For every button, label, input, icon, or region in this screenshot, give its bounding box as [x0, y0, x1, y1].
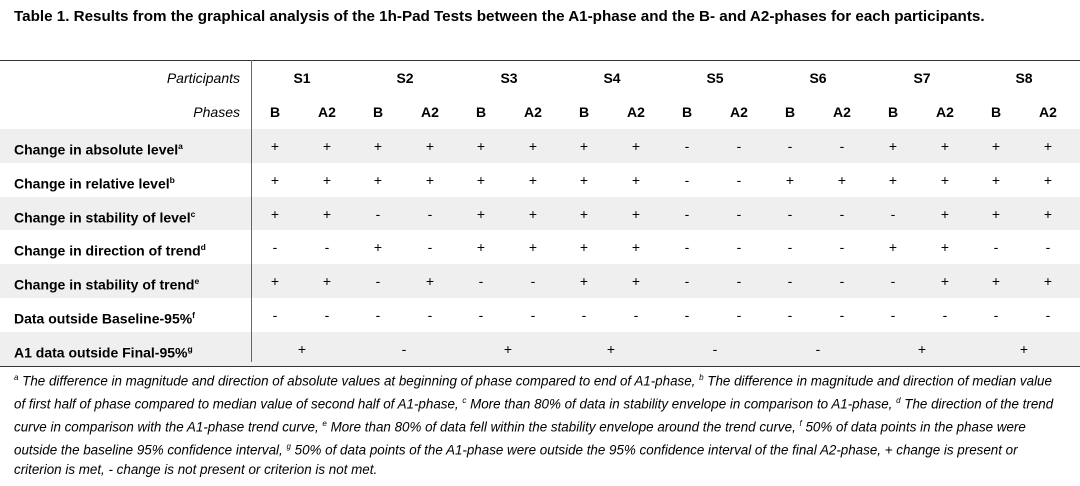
table-cell: -	[684, 239, 690, 256]
phase-header: B	[784, 103, 796, 120]
table-cell: -	[890, 273, 896, 290]
phase-header: A2	[421, 103, 439, 120]
table-cell: -	[736, 307, 742, 324]
table-cell: +	[476, 205, 486, 222]
table-cell: -	[787, 205, 793, 222]
table-cell: -	[787, 239, 793, 256]
footnote-mark: e	[194, 276, 200, 287]
row-label-text: Change in direction of trend	[14, 243, 201, 260]
table-cell: +	[991, 171, 1001, 188]
table-cell: +	[528, 171, 538, 188]
footnote-mark: a	[14, 373, 19, 382]
footnote-mark: b	[699, 373, 704, 382]
footnote-mark: d	[200, 242, 206, 253]
footnote-text: More than 80% of data fell within the stability envelope around the trend curve,	[326, 419, 800, 435]
table-cell: +	[991, 273, 1001, 290]
table-cell: -	[375, 307, 381, 324]
table-cell: +	[631, 171, 641, 188]
table-cell: +	[425, 171, 435, 188]
table-cell: +	[476, 239, 486, 256]
table-cell: -	[815, 341, 821, 358]
table-cell: +	[322, 137, 332, 154]
phase-header: B	[990, 103, 1002, 120]
table-cell: +	[528, 239, 538, 256]
table-cell: -	[427, 239, 433, 256]
row-label-text: A1 data outside Final-95%	[14, 344, 188, 361]
table-cell: +	[322, 171, 332, 188]
table-cell: -	[839, 307, 845, 324]
table-cell: -	[890, 205, 896, 222]
table-row	[0, 298, 1080, 332]
footnote-text: The difference in magnitude and direction of absolute values at beginning of phase compared to end of A1-phase,	[18, 373, 700, 389]
row-label	[14, 163, 175, 201]
row-label	[14, 332, 193, 370]
table-cell: +	[373, 137, 383, 154]
footnote-mark: d	[896, 396, 901, 406]
table-cell: +	[373, 171, 383, 188]
footnote-mark: a	[178, 140, 183, 151]
participant-header: S7	[913, 70, 931, 86]
participant-header: S1	[293, 70, 311, 86]
phase-header: B	[269, 103, 281, 120]
table-cell: -	[684, 307, 690, 324]
footnote-text: More than 80% of data in stability envelope in comparison to A1-phase,	[466, 396, 897, 412]
table-cell: +	[1019, 341, 1029, 358]
table-cell: +	[631, 137, 641, 154]
footnote-mark: e	[322, 419, 327, 429]
footnote-mark: g	[286, 442, 291, 452]
footnote-mark: b	[169, 174, 175, 185]
table-cell: -	[478, 273, 484, 290]
participant-header: S6	[809, 70, 827, 86]
table-row	[0, 129, 1080, 163]
table-cell: +	[940, 171, 950, 188]
results-table	[0, 60, 1080, 367]
table-cell: -	[890, 307, 896, 324]
table-row	[0, 163, 1080, 197]
table-cell: -	[427, 307, 433, 324]
table-cell: -	[427, 205, 433, 222]
row-label-text: Change in stability of level	[14, 209, 191, 226]
participants-label: Participants	[166, 70, 240, 86]
table-cell: -	[581, 307, 587, 324]
table-cell: +	[917, 341, 927, 358]
row-label	[14, 264, 199, 302]
phase-header: A2	[318, 103, 336, 120]
table-cell: +	[579, 239, 589, 256]
row-label-text: Change in relative level	[14, 175, 170, 192]
table-cell: -	[839, 273, 845, 290]
table-cell: -	[787, 273, 793, 290]
table-cell: -	[993, 239, 999, 256]
table-cell: -	[375, 205, 381, 222]
participant-header: S3	[500, 70, 518, 86]
participant-header: S2	[396, 70, 414, 86]
table-cell: +	[373, 239, 383, 256]
phase-header: B	[372, 103, 384, 120]
row-label	[14, 230, 206, 268]
table-cell: -	[839, 137, 845, 154]
table-cell: +	[270, 137, 280, 154]
table-cell: -	[324, 239, 330, 256]
table-cell: +	[1043, 171, 1053, 188]
table-cell: +	[888, 171, 898, 188]
table-cell: +	[579, 137, 589, 154]
phase-header: A2	[936, 103, 954, 120]
table-cell: -	[684, 137, 690, 154]
table-cell: +	[940, 137, 950, 154]
table-cell: +	[579, 171, 589, 188]
table-cell: -	[401, 341, 407, 358]
table-cell: -	[530, 273, 536, 290]
phase-header: A2	[833, 103, 851, 120]
table-cell: +	[297, 341, 307, 358]
table-cell: +	[425, 137, 435, 154]
table-footnote	[14, 368, 1066, 480]
table-cell: -	[787, 307, 793, 324]
table-cell: +	[940, 205, 950, 222]
table-cell: -	[736, 171, 742, 188]
table-cell: +	[322, 205, 332, 222]
table-cell: +	[270, 171, 280, 188]
phase-header: B	[887, 103, 899, 120]
phase-header: A2	[730, 103, 748, 120]
row-label	[14, 129, 183, 167]
table-cell: -	[272, 307, 278, 324]
table-cell: +	[785, 171, 795, 188]
table-cell: +	[579, 273, 589, 290]
table-cell: -	[530, 307, 536, 324]
table-cell: +	[425, 273, 435, 290]
table-caption: Table 1. Results from the graphical analysis of the 1h-Pad Tests between the A1-phase and the B- and A2-phases for each participants.	[14, 8, 985, 25]
table-cell: +	[322, 273, 332, 290]
row-label	[14, 197, 195, 235]
table-cell: +	[476, 137, 486, 154]
phase-header: A2	[1039, 103, 1057, 120]
row-label-text: Change in absolute level	[14, 141, 179, 158]
table-cell: -	[712, 341, 718, 358]
table-cell: -	[736, 205, 742, 222]
table-cell: -	[736, 239, 742, 256]
phase-header: B	[681, 103, 693, 120]
table-cell: +	[528, 137, 538, 154]
table-cell: -	[993, 307, 999, 324]
table-cell: +	[991, 137, 1001, 154]
table-cell: +	[940, 239, 950, 256]
table-cell: -	[684, 171, 690, 188]
footnote-text: The direction of the trend curve in comparison with the A1-phase trend curve,	[14, 396, 1054, 435]
table-cell: -	[736, 273, 742, 290]
column-divider	[251, 60, 252, 362]
participant-header: S4	[603, 70, 621, 86]
table-row	[0, 197, 1080, 231]
table-cell: +	[270, 205, 280, 222]
table-cell: +	[503, 341, 513, 358]
row-label-text: Data outside Baseline-95%	[14, 310, 193, 327]
table-cell: +	[888, 137, 898, 154]
table-cell: -	[1045, 239, 1051, 256]
footnote-mark: c	[462, 396, 467, 406]
participant-header: S5	[706, 70, 724, 86]
table-cell: -	[736, 137, 742, 154]
table-cell: +	[1043, 273, 1053, 290]
table-cell: -	[633, 307, 639, 324]
row-label	[14, 298, 195, 336]
phase-header: B	[578, 103, 590, 120]
table-cell: +	[631, 239, 641, 256]
table-cell: -	[787, 137, 793, 154]
table-cell: +	[606, 341, 616, 358]
table-cell: +	[837, 171, 847, 188]
table-cell: -	[478, 307, 484, 324]
phase-header: A2	[524, 103, 542, 120]
footnote-text: The difference in magnitude and direction of median value of first half of phase compared to median value of second half of A1-phase,	[14, 373, 1052, 412]
table-row	[0, 230, 1080, 264]
table-cell: +	[528, 205, 538, 222]
table-cell: -	[1045, 307, 1051, 324]
table-cell: +	[1043, 205, 1053, 222]
table-cell: -	[839, 239, 845, 256]
phases-header-row	[0, 95, 1080, 129]
footnote-text: 50% of data points of the A1-phase were outside the 95% confidence interval of the final A2-phase, + change is present or criterion is met, - change is not present or criterion is not met.	[14, 442, 1018, 478]
table-cell: +	[940, 273, 950, 290]
table-cell: +	[631, 273, 641, 290]
table-cell: -	[272, 239, 278, 256]
row-label-text: Change in stability of trend	[14, 277, 195, 293]
participant-header: S8	[1015, 70, 1033, 86]
table-cell: -	[684, 273, 690, 290]
phase-header: A2	[627, 103, 645, 120]
table-row	[0, 332, 1080, 366]
table-cell: -	[684, 205, 690, 222]
table-cell: -	[375, 273, 381, 290]
footnote-mark: g	[187, 344, 193, 355]
footnote-text: 50% of data points in the phase were outside the baseline 95% confidence interval,	[14, 419, 1026, 458]
table-row	[0, 264, 1080, 298]
table-cell: +	[888, 239, 898, 256]
table-cell: +	[270, 273, 280, 290]
table-cell: +	[579, 205, 589, 222]
footnote-mark: f	[192, 310, 196, 321]
phases-label: Phases	[193, 103, 240, 120]
participants-header-row	[0, 61, 1080, 95]
table-cell: -	[324, 307, 330, 324]
footnote-mark: f	[799, 419, 802, 429]
phase-header: B	[475, 103, 487, 120]
table-cell: +	[476, 171, 486, 188]
footnote-mark: c	[190, 208, 196, 219]
table-cell: +	[1043, 137, 1053, 154]
table-cell: +	[991, 205, 1001, 222]
table-cell: +	[631, 205, 641, 222]
table-cell: -	[839, 205, 845, 222]
table-cell: -	[942, 307, 948, 324]
